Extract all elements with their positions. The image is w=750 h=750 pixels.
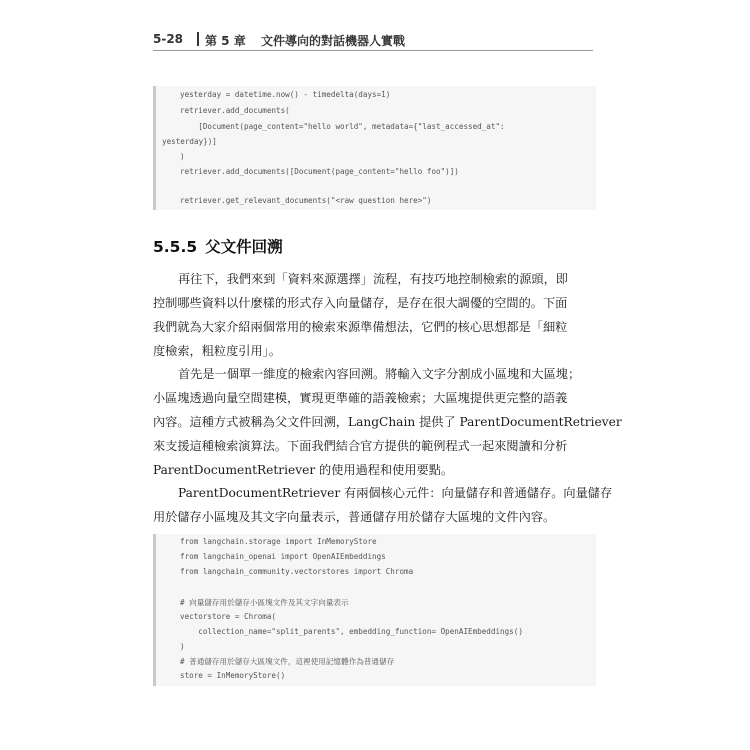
code-line: vectorstore = Chroma( [180,612,277,621]
paragraph-line: 我們就為大家介紹兩個常用的檢索來源準備想法，它們的核心思想都是「細粒 [153,320,568,334]
code-line: from langchain_openai import OpenAIEmbeddings [180,552,386,561]
code-line: from langchain.storage import InMemoryStore [180,537,377,546]
paragraph-line: ParentDocumentRetriever 的使用過程和使用要點。 [153,463,454,477]
section-number: 5.5.5 [153,238,198,256]
paragraph-line: ParentDocumentRetriever 有兩個核心元件：向量儲存和普通儲存。向量儲存 [178,486,613,500]
code-line: store = InMemoryStore() [180,671,286,680]
paragraph-line: 首先是一個單一維度的檢索內容回溯。將輸入文字分割成小區塊和大區塊； [178,367,581,381]
section-heading [153,235,283,257]
paragraph-line: 內容。這種方式被稱為父文件回溯，LangChain 提供了 ParentDocumentRetriever [153,415,622,429]
page-number: 5-28 [153,32,184,46]
paragraph-line: 控制哪些資料以什麼樣的形式存入向量儲存，是存在很大調優的空間的。下面 [153,296,568,310]
running-header [153,30,593,50]
chapter-label: 第 5 章 [205,34,246,48]
code-comment: # 普通儲存用於儲存大區塊文件，這裡使用記憶體作為普通儲存 [180,657,395,666]
paragraph-line: 度檢索，粗粒度引用」。 [153,344,281,358]
paragraph-line: 來支援這種檢索演算法。下面我們結合官方提供的範例程式一起來閱讀和分析 [153,439,568,453]
section-title: 父文件回溯 [205,238,283,256]
code-line: retriever.get_relevant_documents("<raw question here>") [180,196,432,205]
code-line: collection_name="split_parents", embedding_function= OpenAIEmbeddings() [180,627,523,636]
code-line: ) [180,152,185,161]
paragraph-line: 再往下，我們來到「資料來源選擇」流程，有技巧地控制檢索的源頭，即 [178,272,568,286]
code-block-2 [153,534,596,686]
code-comment: # 向量儲存用於儲存小區塊文件及其文字向量表示 [180,598,349,607]
header-divider [197,32,199,46]
code-line: yesterday})] [162,137,217,146]
code-block-1 [153,86,596,210]
code-line: ) [180,642,185,651]
code-line: [Document(page_content="hello world", metadata={"last_accessed_at": [180,122,505,131]
paragraph-line: 小區塊透過向量空間建模，實現更準確的語義檢索；大區塊提供更完整的語義 [153,391,568,405]
code-line: retriever.add_documents( [180,106,290,115]
code-line: retriever.add_documents([Document(page_content="hello foo")]) [180,167,459,176]
paragraph-line: 用於儲存小區塊及其文字向量表示，普通儲存用於儲存大區塊的文件內容。 [153,510,556,524]
code-line: yesterday = datetime.now() - timedelta(days=1) [180,90,391,99]
code-line: from langchain_community.vectorstores import Chroma [180,567,414,576]
chapter-title: 文件導向的對話機器人實戰 [261,34,406,48]
header-rule [153,50,593,51]
